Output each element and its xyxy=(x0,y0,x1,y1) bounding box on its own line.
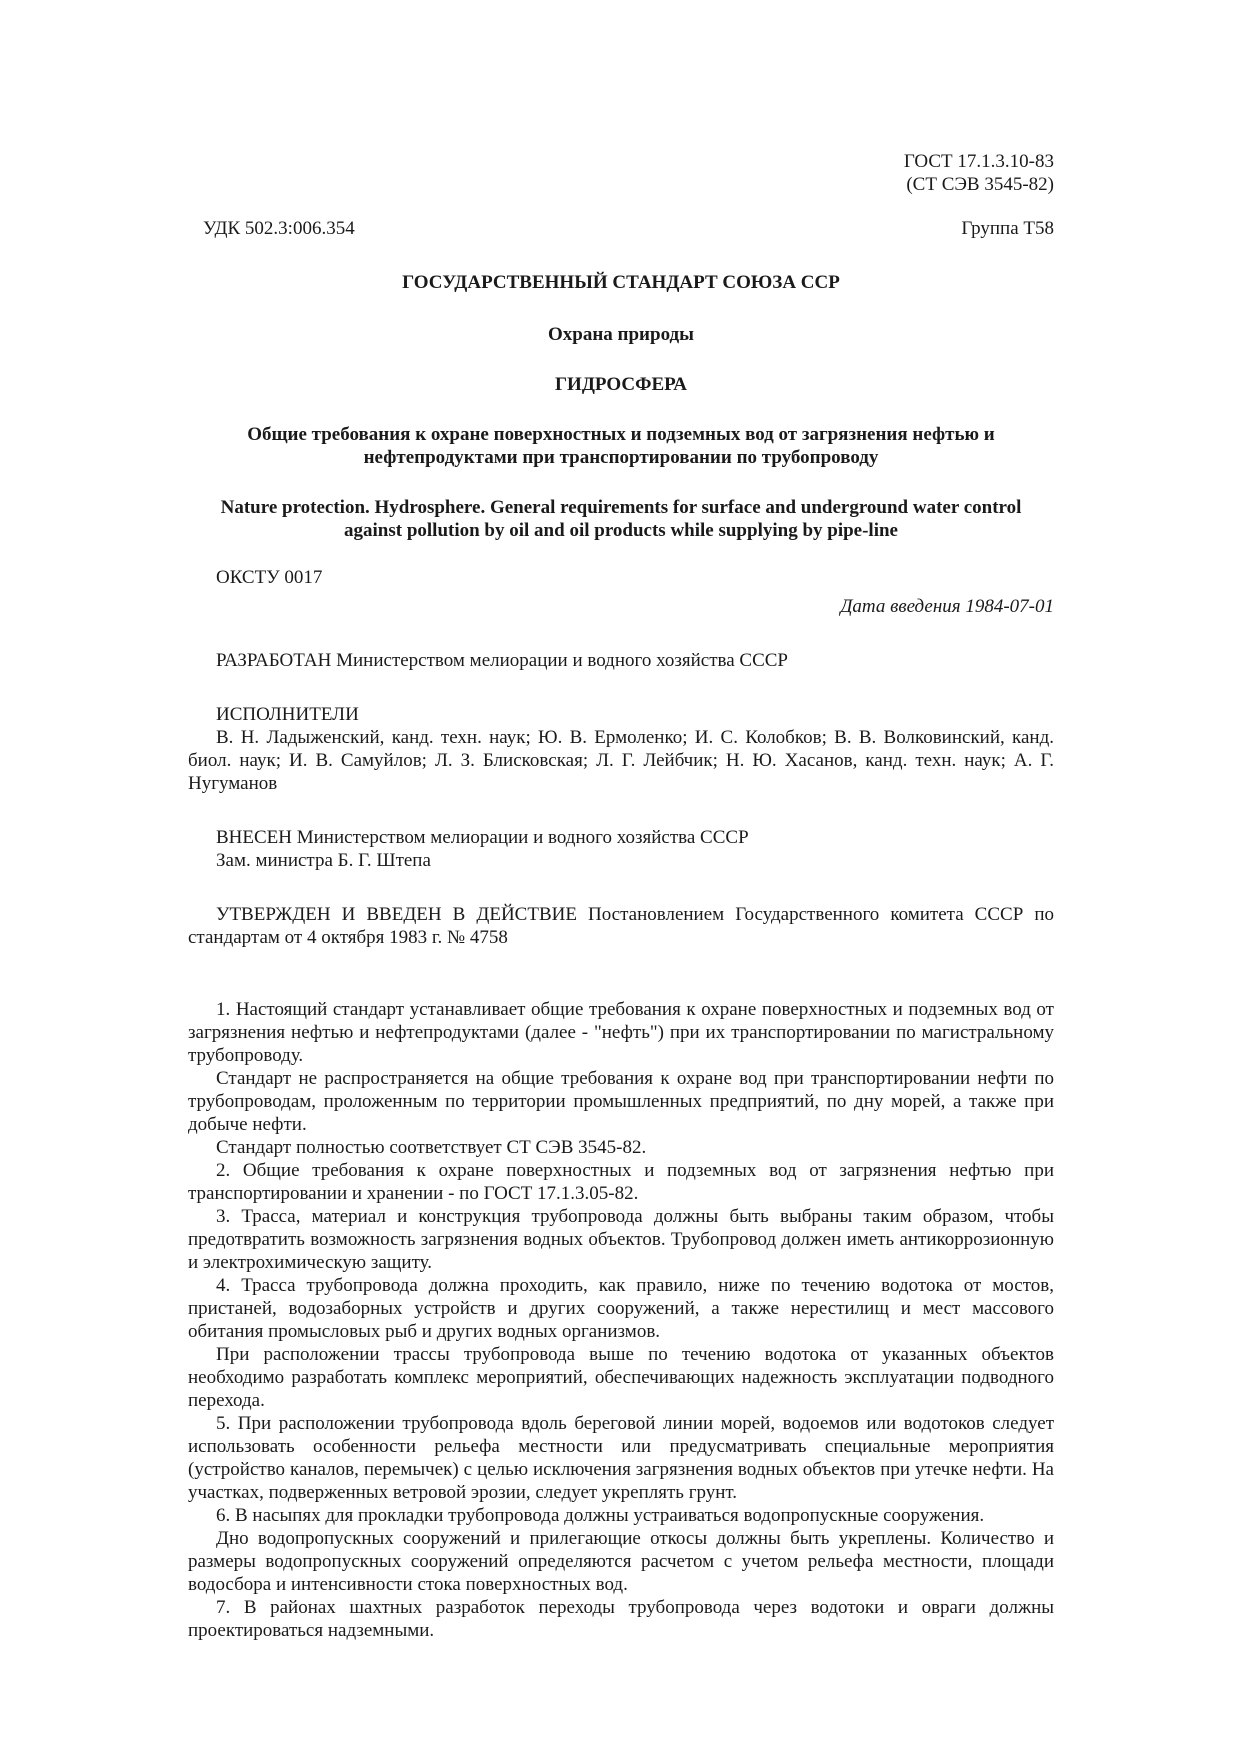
body-paragraph: 2. Общие требования к охране поверхностных и подземных вод от загрязнения нефтью при транспортировании и хранении - по ГОСТ 17.1.3.05-82. xyxy=(188,1160,1054,1204)
body-paragraph: 5. При расположении трубопровода вдоль береговой линии морей, водоемов или водотоков следует использовать особенности рельефа местности или предусматривать специальные мероприятия (устройство каналов, перемычек) с целью исключения загрязнения водных объектов при утечке нефти. На участках, подверженных ветровой эрозии, следует укреплять грунт. xyxy=(188,1413,1054,1503)
body-paragraph: Дно водопропускных сооружений и прилегающие откосы должны быть укреплены. Количество и размеры водопропускных сооружений определяются расчетом с учетом рельефа местности, площади водосбора и интенсивности стока поверхностных вод. xyxy=(188,1528,1054,1595)
body-paragraph: При расположении трассы трубопровода выше по течению водотока от указанных объектов необходимо разработать комплекс мероприятий, обеспечивающих надежность эксплуатации подводного перехода. xyxy=(188,1344,1054,1411)
russian-title: Общие требования к охране поверхностных и подземных вод от загрязнения нефтью и нефтепродуктами при транспортировании по трубопроводу xyxy=(247,424,995,468)
performers-block xyxy=(188,703,1054,795)
developed-by: РАЗРАБОТАН Министерством мелиорации и водного хозяйства СССР xyxy=(216,650,788,671)
body-paragraph: 6. В насыпях для прокладки трубопровода должны устраиваться водопропускные сооружения. xyxy=(216,1505,985,1526)
introduction-date: Дата введения 1984-07-01 xyxy=(840,596,1054,617)
body-paragraph: Стандарт не распространяется на общие требования к охране вод при транспортировании нефти по трубопроводам, проложенным по территории промышленных предприятий, по дну морей, а также при добыче нефти. xyxy=(188,1068,1054,1135)
body-paragraph: 1. Настоящий стандарт устанавливает общие требования к охране поверхностных и подземных вод от загрязнения нефтью и нефтепродуктами (далее - "нефть") при их транспортировании по магистральному трубопроводу. xyxy=(188,999,1054,1066)
deputy-minister: Зам. министра Б. Г. Штепа xyxy=(216,850,431,871)
approved-by: УТВЕРЖДЕН И ВВЕДЕН В ДЕЙСТВИЕ Постановлением Государственного комитета СССР по стандартам от 4 октября 1983 г. № 4758 xyxy=(188,904,1054,948)
classification-row xyxy=(188,217,1054,240)
body-paragraph: Стандарт полностью соответствует СТ СЭВ 3545-82. xyxy=(216,1137,647,1158)
document-code-block xyxy=(188,150,1054,196)
sev-code: (СТ СЭВ 3545-82) xyxy=(906,174,1054,195)
gost-code: ГОСТ 17.1.3.10-83 xyxy=(903,151,1054,172)
hydrosphere-title: ГИДРОСФЕРА xyxy=(554,374,688,395)
standard-body xyxy=(188,998,1054,1642)
okstu-code: ОКСТУ 0017 xyxy=(216,567,323,588)
introduced-by: ВНЕСЕН Министерством мелиорации и водного хозяйства СССР xyxy=(216,827,749,848)
state-standard-title: ГОСУДАРСТВЕННЫЙ СТАНДАРТ СОЮЗА ССР xyxy=(402,272,840,293)
body-paragraph: 4. Трасса трубопровода должна проходить, как правило, ниже по течению водотока от мостов, пристаней, водозаборных устройств и других сооружений, а также нерестилищ и мест массового обитания промысловых рыб и других водных организмов. xyxy=(188,1275,1054,1342)
document-page xyxy=(188,150,1054,1642)
body-paragraph: 7. В районах шахтных разработок переходы трубопровода через водотоки и овраги должны проектироваться надземными. xyxy=(188,1597,1054,1641)
performers-list: В. Н. Ладыженский, канд. техн. наук; Ю. В. Ермоленко; И. С. Колобков; В. В. Волковинский, канд. биол. наук; И. В. Самуйлов; Л. З. Блисковская; Л. Г. Лейбчик; Н. Ю. Хасанов, канд. техн. наук; А. Г. Нугуманов xyxy=(188,727,1054,794)
body-paragraph: 3. Трасса, материал и конструкция трубопровода должны быть выбраны таким образом, чтобы предотвратить возможность загрязнения водных объектов. Трубопровод должен иметь антикоррозионную и электрохимическую защиту. xyxy=(188,1206,1054,1273)
english-title: Nature protection. Hydrosphere. General requirements for surface and underground water control against pollution by oil and oil products while supplying by pipe-line xyxy=(220,497,1022,541)
performers-heading: ИСПОЛНИТЕЛИ xyxy=(216,704,359,725)
group-code: Группа Т58 xyxy=(961,218,1054,239)
introduced-block xyxy=(188,826,1054,872)
nature-protection-title: Охрана природы xyxy=(548,324,694,345)
udk-code: УДК 502.3:006.354 xyxy=(203,218,355,239)
